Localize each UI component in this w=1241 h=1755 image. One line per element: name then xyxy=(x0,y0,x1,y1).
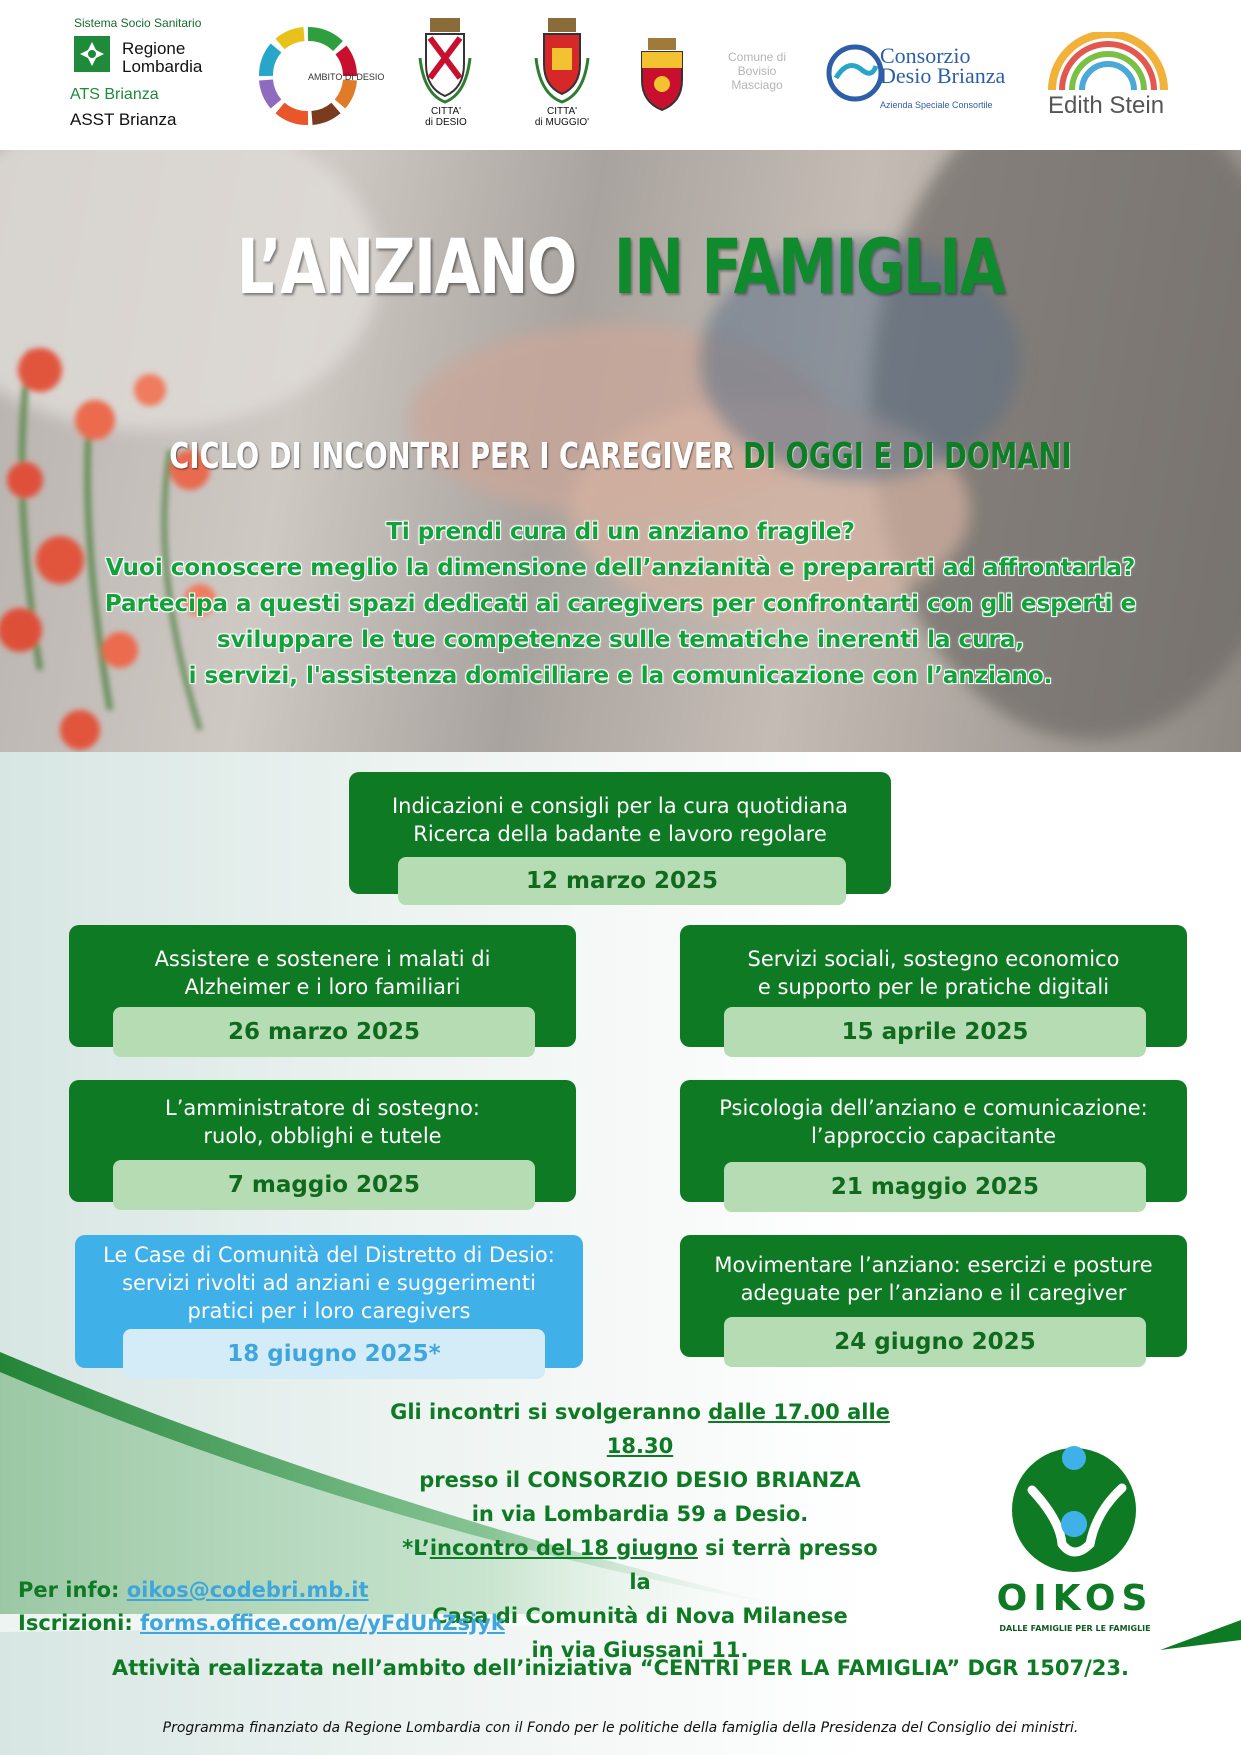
hero-subtitle-green: DI OGGI E DI DOMANI xyxy=(743,436,1072,477)
oikos-logo-icon xyxy=(1000,1440,1148,1576)
hero-desc-line: i servizi, l'assistenza domiciliare e la comunicazione con l’anziano. xyxy=(188,663,1053,689)
session-date-4: 7 maggio 2025 xyxy=(113,1160,535,1210)
email-link[interactable]: oikos@codebri.mb.it xyxy=(126,1578,369,1602)
hero-desc-line: Partecipa a questi spazi dedicati ai caregivers per confrontarti con gli esperti e xyxy=(104,591,1137,617)
session-date-1: 12 marzo 2025 xyxy=(398,857,846,905)
registration-link[interactable]: forms.office.com/e/yFdUnZsjyk xyxy=(140,1611,505,1635)
session-title: L’amministratore di sostegno: ruolo, obblighi e tutele xyxy=(165,1096,480,1148)
hero-desc-line: sviluppare le tue competenze sulle tematiche inerenti la cura, xyxy=(216,627,1025,653)
session-date-7: 24 giugno 2025 xyxy=(724,1317,1146,1367)
asst-text: ASST Brianza xyxy=(70,110,177,129)
session-date-2: 26 marzo 2025 xyxy=(113,1007,535,1057)
ambito-label: AMBITO DI DESIO xyxy=(308,72,385,82)
oikos-name: OIKOS xyxy=(996,1578,1154,1619)
funding-footnote: Programma finanziato da Regione Lombardia con il Fondo per le politiche della famiglia della Presidenza del Consiglio dei ministri. xyxy=(162,1720,1079,1736)
session-date-5: 21 maggio 2025 xyxy=(724,1162,1146,1212)
hero-title-white: L’ANZIANO xyxy=(236,222,576,311)
logo-strip xyxy=(0,0,1241,150)
hero-subtitle-white: CICLO DI INCONTRI PER I CAREGIVER xyxy=(169,436,734,477)
oikos-tagline: DALLE FAMIGLIE PER LE FAMIGLIE xyxy=(999,1624,1151,1633)
hero-banner xyxy=(0,150,1241,752)
regione-small-text: Sistema Socio Sanitario xyxy=(74,16,202,30)
desio-label: CITTA' di DESIO xyxy=(425,106,467,128)
hero-title xyxy=(136,222,1104,311)
venue-info: Gli incontri si svolgeranno dalle 17.00 alle 18.30 presso il CONSORZIO DESIO BRIANZA in via Lombardia 59 a Desio. *L’incontro del 18 giugno si terrà presso la Casa di Comunità di Nova Milanese in via Giussani 11. xyxy=(390,1400,890,1662)
session-title: Le Case di Comunità del Distretto di Desio: servizi rivolti ad anziani e suggerimenti pratici per i loro caregivers xyxy=(103,1243,555,1323)
ats-text: ATS Brianza xyxy=(70,86,159,103)
hero-description xyxy=(40,514,1201,694)
registration-line: Iscrizioni: forms.office.com/e/yFdUnZsjyk xyxy=(18,1611,505,1635)
muggio-label: CITTA' di MUGGIO' xyxy=(534,106,590,128)
activity-note: Attività realizzata nell’ambito dell’iniziativa “CENTRI PER LA FAMIGLIA” DGR 1507/23. xyxy=(111,1656,1129,1680)
contact-info-line: Per info: oikos@codebri.mb.it xyxy=(18,1578,369,1602)
hero-title-green: IN FAMIGLIA xyxy=(613,222,1005,311)
bovisio-crest-icon xyxy=(636,38,688,118)
edith-stein-arc-icon xyxy=(1048,32,1168,96)
consorzio-name: Consorzio Desio Brianza xyxy=(880,43,1006,88)
session-title: Assistere e sostenere i malati di Alzheimer e i loro familiari xyxy=(154,947,491,999)
consorzio-wave-icon xyxy=(826,44,884,106)
edith-stein-label: Edith Stein xyxy=(1048,92,1165,119)
session-title: Indicazioni e consigli per la cura quotidiana Ricerca della badante e lavoro regolare xyxy=(391,794,849,846)
desio-crest-icon xyxy=(418,18,472,108)
session-title: Psicologia dell’anziano e comunicazione: l’approccio capacitante xyxy=(719,1096,1148,1148)
hero-subtitle xyxy=(149,436,1092,477)
bovisio-label: Comune di Bovisio Masciago xyxy=(727,50,787,92)
consorzio-tagline: Azienda Speciale Consortile xyxy=(880,100,993,110)
hero-desc-line: Vuoi conoscere meglio la dimensione dell’anzianità e prepararti ad affrontarla? xyxy=(105,555,1136,581)
session-title: Movimentare l’anziano: esercizi e posture adeguate per l’anziano e il caregiver xyxy=(714,1253,1153,1305)
regione-name: Regione Lombardia xyxy=(122,39,203,76)
regione-cross-icon xyxy=(74,36,110,72)
muggio-crest-icon xyxy=(534,18,590,108)
session-date-6: 18 giugno 2025* xyxy=(123,1329,545,1379)
hero-desc-line: Ti prendi cura di un anziano fragile? xyxy=(386,519,855,545)
session-date-3: 15 aprile 2025 xyxy=(724,1007,1146,1057)
session-title: Servizi sociali, sostegno economico e supporto per le pratiche digitali xyxy=(747,947,1120,999)
